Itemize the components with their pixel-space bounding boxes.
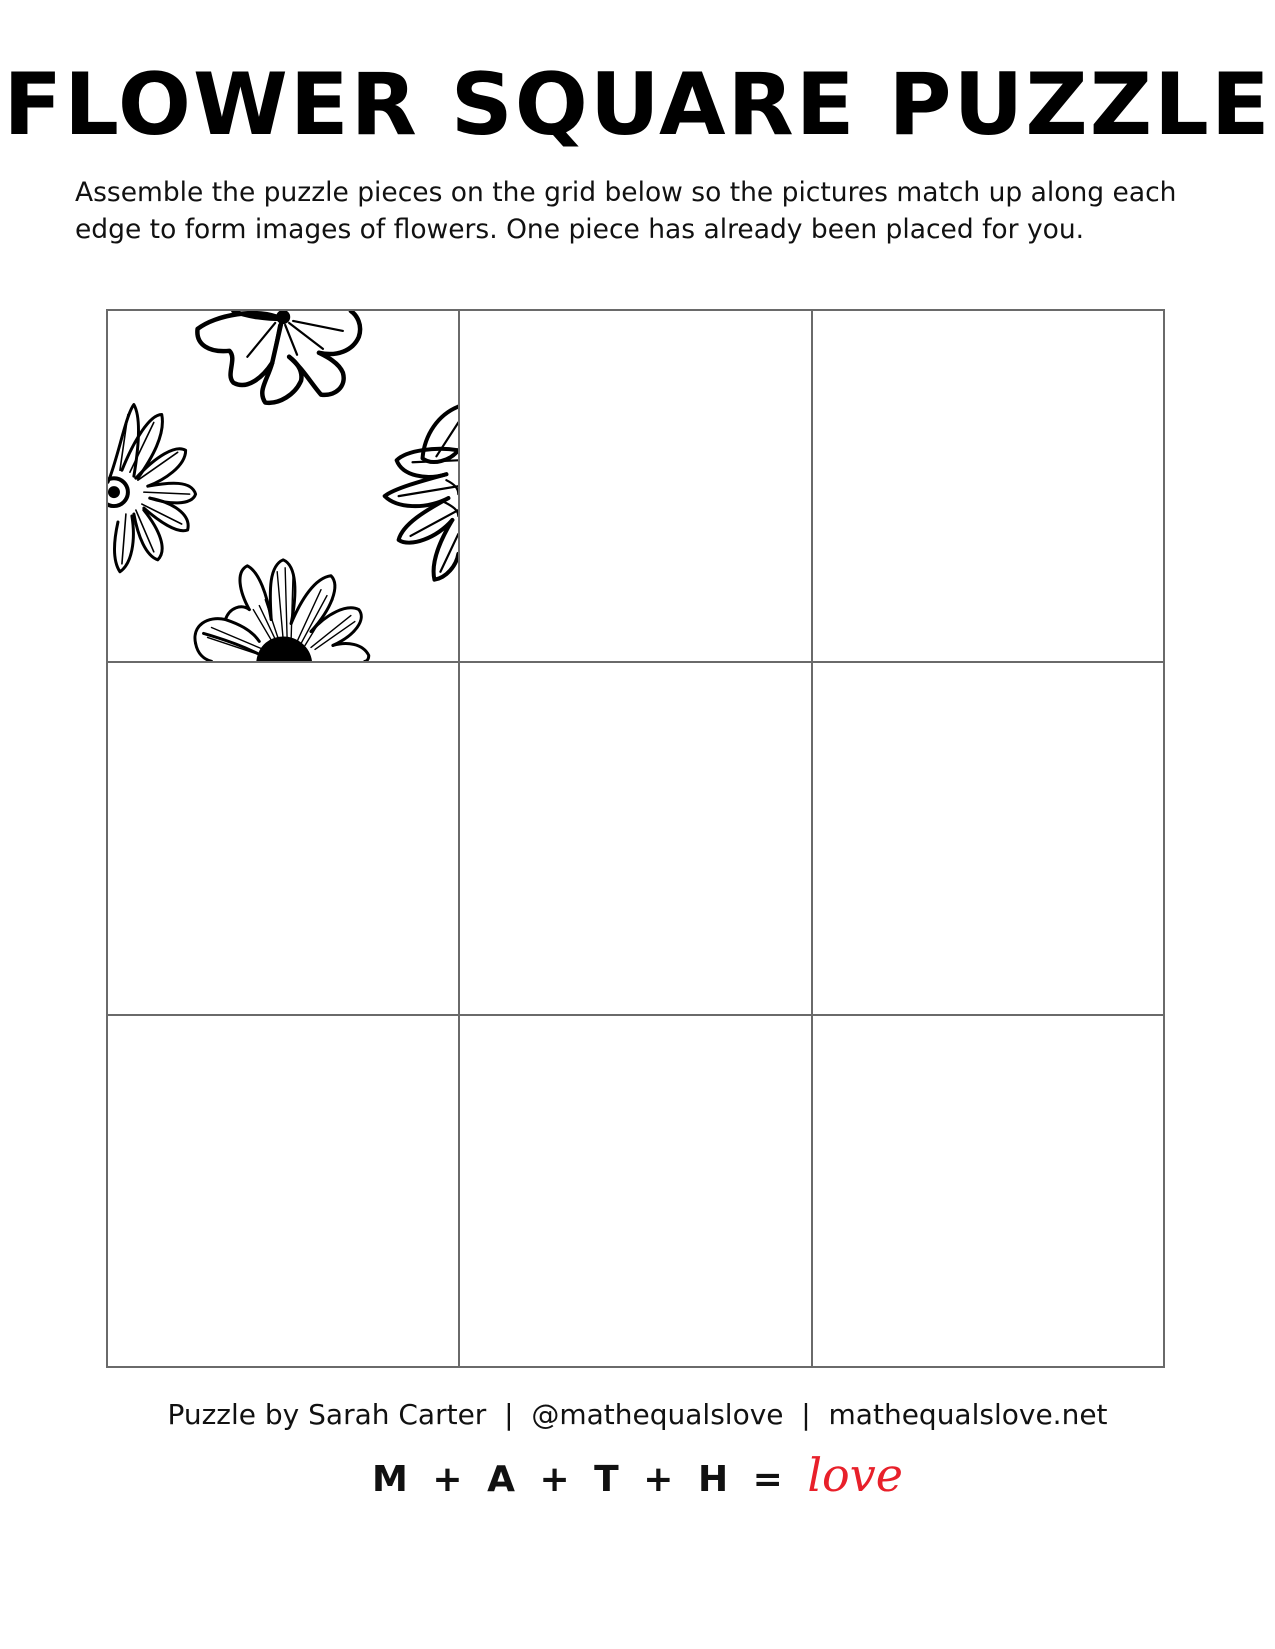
instructions-text: Assemble the puzzle pieces on the grid below so the pictures match up along each edge to form images of flowers. One piece has already been placed for you.: [75, 177, 1177, 245]
brand-letters: M + A + T + H =: [372, 1459, 789, 1500]
brand-love-word: love: [807, 1448, 903, 1502]
credit-line: Puzzle by Sarah Carter | @mathequalslove | mathequalslove.net: [167, 1398, 1108, 1431]
flower-piece-image: [108, 311, 458, 661]
grid-cell-r1-c1[interactable]: [107, 310, 459, 662]
grid-cell-r2-c2[interactable]: [459, 662, 811, 1014]
grid-cell-r3-c1[interactable]: [107, 1015, 459, 1367]
grid-cell-r3-c3[interactable]: [812, 1015, 1164, 1367]
grid-cell-r1-c3[interactable]: [812, 310, 1164, 662]
brand-logo: [0, 1448, 1275, 1502]
puzzle-grid: [106, 309, 1165, 1368]
page-title: FLOWER SQUARE PUZZLE: [3, 55, 1272, 155]
grid-cell-r1-c2[interactable]: [459, 310, 811, 662]
grid-cell-r2-c3[interactable]: [812, 662, 1164, 1014]
grid-cell-r2-c1[interactable]: [107, 662, 459, 1014]
grid-cell-r3-c2[interactable]: [459, 1015, 811, 1367]
